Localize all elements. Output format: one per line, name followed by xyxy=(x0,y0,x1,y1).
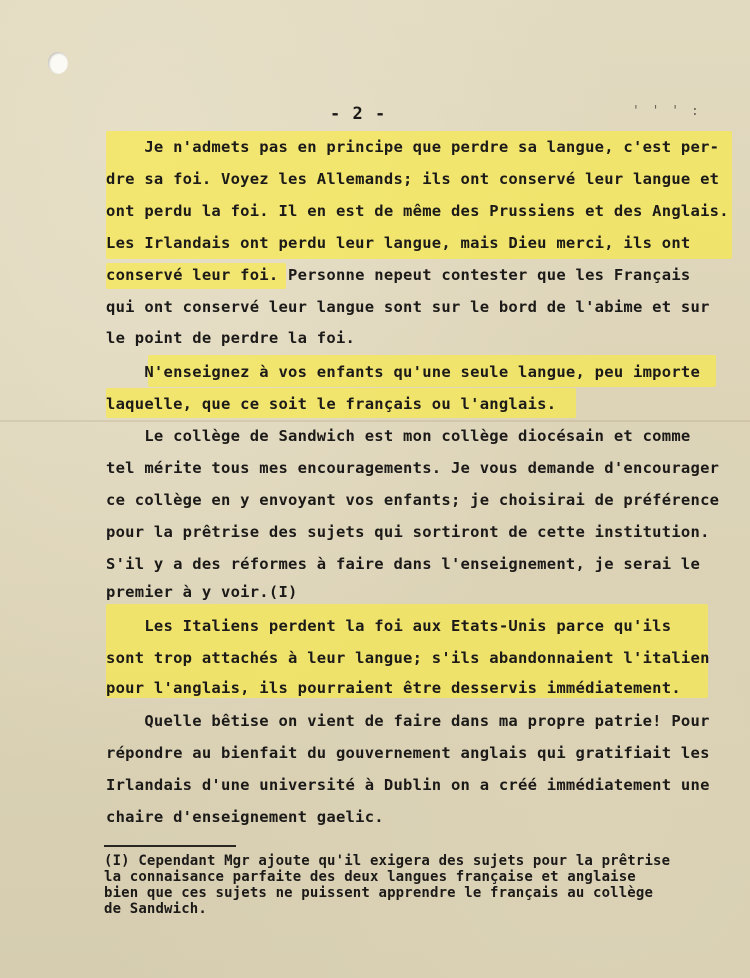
text-line: laquelle, que ce soit le français ou l'anglais. xyxy=(106,395,557,413)
corner-ink-mark: ' ' ' : xyxy=(632,104,701,119)
footnote-separator xyxy=(104,845,236,847)
text-line: Quelle bêtise on vient de faire dans ma propre patrie! Pour xyxy=(106,712,710,730)
text-line: conservé leur foi. Personne nepeut contester que les Français xyxy=(106,266,691,284)
footnote-line: (I) Cependant Mgr ajoute qu'il exigera des sujets pour la prêtrise xyxy=(104,853,671,869)
punch-hole xyxy=(48,52,68,74)
text-line: sont trop attachés à leur langue; s'ils abandonnaient l'italien xyxy=(106,649,710,667)
text-line: ont perdu la foi. Il en est de même des Prussiens et des Anglais. xyxy=(106,202,729,220)
text-line: Irlandais d'une université à Dublin on a créé immédiatement une xyxy=(106,776,710,794)
text-line: Les Irlandais ont perdu leur langue, mais Dieu merci, ils ont xyxy=(106,234,691,252)
text-line: qui ont conservé leur langue sont sur le bord de l'abime et sur xyxy=(106,298,710,316)
footnote-line: bien que ces sujets ne puissent apprendre le français au collège xyxy=(104,885,654,901)
text-line: Je n'admets pas en principe que perdre sa langue, c'est per- xyxy=(106,138,720,156)
text-line: ce collège en y envoyant vos enfants; je choisirai de préférence xyxy=(106,491,720,509)
footnote-line: de Sandwich. xyxy=(104,901,207,917)
page-number: - 2 - xyxy=(330,104,387,124)
text-line: Les Italiens perdent la foi aux Etats-Unis parce qu'ils xyxy=(106,617,672,635)
text-line: Le collège de Sandwich est mon collège diocésain et comme xyxy=(106,427,691,445)
text-line: tel mérite tous mes encouragements. Je vous demande d'encourager xyxy=(106,459,720,477)
text-line: pour la prêtrise des sujets qui sortiront de cette institution. xyxy=(106,523,710,541)
text-line: le point de perdre la foi. xyxy=(106,329,356,347)
text-line: pour l'anglais, ils pourraient être desservis immédiatement. xyxy=(106,679,681,697)
paper-fold-line xyxy=(0,420,750,422)
text-line: chaire d'enseignement gaelic. xyxy=(106,808,384,826)
text-line: N'enseignez à vos enfants qu'une seule langue, peu importe xyxy=(106,363,701,381)
text-line: S'il y a des réformes à faire dans l'enseignement, je serai le xyxy=(106,555,701,573)
text-line: répondre au bienfait du gouvernement anglais qui gratifiait les xyxy=(106,744,710,762)
text-line: dre sa foi. Voyez les Allemands; ils ont conservé leur langue et xyxy=(106,170,720,188)
footnote-line: la connaisance parfaite des deux langues française et anglaise xyxy=(104,869,636,885)
text-line: premier à y voir.(I) xyxy=(106,583,298,601)
